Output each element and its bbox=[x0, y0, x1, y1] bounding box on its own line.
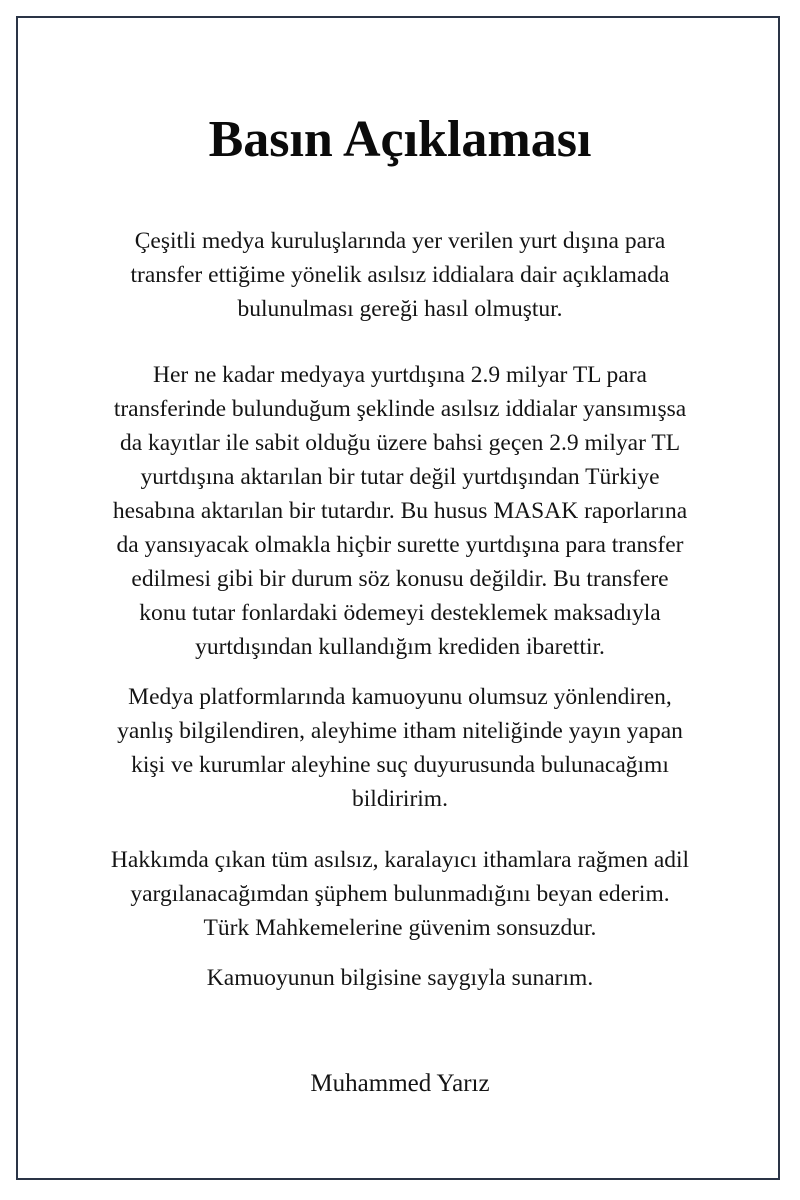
paragraph-legal-notice bbox=[50, 680, 750, 816]
paragraph-transfer-explanation bbox=[50, 358, 750, 664]
paragraph-line: bulunulması gereği hasıl olmuştur. bbox=[237, 296, 563, 322]
paragraph-line: transfer ettiğime yönelik asılsız iddialara dair açıklamada bbox=[130, 262, 670, 288]
paragraph-line: yurtdışından kullandığım krediden ibarettir. bbox=[195, 634, 605, 660]
paragraph-closing bbox=[50, 961, 750, 995]
paragraph-line: Türk Mahkemelerine güvenim sonsuzdur. bbox=[203, 915, 597, 941]
paragraph-line: hesabına aktarılan bir tutardır. Bu husus MASAK raporlarına bbox=[112, 498, 688, 524]
paragraph-line: konu tutar fonlardaki ödemeyi desteklemek maksadıyla bbox=[139, 600, 661, 626]
signature-name: Muhammed Yarız bbox=[310, 1070, 490, 1097]
paragraph-line: Hakkımda çıkan tüm asılsız, karalayıcı ithamlara rağmen adil bbox=[110, 847, 690, 873]
paragraph-line: Çeşitli medya kuruluşlarında yer verilen yurt dışına para bbox=[134, 228, 666, 254]
paragraph-line: Medya platformlarında kamuoyunu olumsuz yönlendiren, bbox=[128, 684, 672, 710]
paragraph-line: Kamuoyunun bilgisine saygıyla sunarım. bbox=[206, 965, 594, 991]
paragraph-intro bbox=[50, 224, 750, 326]
paragraph-line: da yansıyacak olmakla hiçbir surette yurtdışına para transfer bbox=[116, 532, 684, 558]
document-title: Basın Açıklaması bbox=[208, 111, 592, 168]
paragraph-trust-statement bbox=[50, 843, 750, 945]
paragraph-line: Her ne kadar medyaya yurtdışına 2.9 milyar TL para bbox=[153, 362, 647, 388]
paragraph-line: kişi ve kurumlar aleyhine suç duyurusunda bulunacağımı bbox=[131, 752, 669, 778]
paragraph-line: yargılanacağımdan şüphem bulunmadığını beyan ederim. bbox=[130, 881, 670, 907]
paragraph-line: da kayıtlar ile sabit olduğu üzere bahsi geçen 2.9 milyar TL bbox=[119, 430, 681, 456]
paragraph-line: yurtdışına aktarılan bir tutar değil yurtdışından Türkiye bbox=[140, 464, 660, 490]
paragraph-line: yanlış bilgilendiren, aleyhime itham niteliğinde yayın yapan bbox=[117, 718, 683, 744]
paragraph-line: transferinde bulunduğum şeklinde asılsız iddialar yansımışsa bbox=[113, 396, 687, 422]
paragraph-line: edilmesi gibi bir durum söz konusu değildir. Bu transfere bbox=[131, 566, 669, 592]
paragraph-line: bildiririm. bbox=[352, 786, 448, 812]
